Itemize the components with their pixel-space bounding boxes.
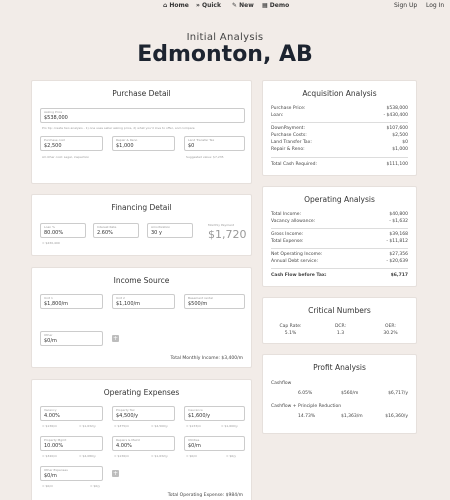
acq-row: DownPayment: $107,600	[271, 126, 408, 131]
acq-row: Purchase Price: $538,000	[271, 106, 408, 111]
financing-detail-card	[31, 194, 252, 256]
signup-link[interactable]: Sign Up	[394, 2, 418, 9]
critical-title: Critical Numbers	[308, 306, 371, 315]
nav-new[interactable]: ✎ New	[232, 2, 254, 9]
repairs-maint-input[interactable]: Repairs & Maint 4.00%	[112, 436, 175, 451]
page-title: Edmonton, AB	[137, 42, 313, 67]
utilities-input[interactable]: Utilities $0/m	[184, 436, 245, 451]
critical-numbers-card: Critical Numbers Cap Rate: 5.1% DCR: 1.3 OER: 30.2%	[262, 297, 417, 344]
loan-percent-input[interactable]: Loan % 80.00%	[40, 223, 86, 238]
profit-analysis-card: Profit Analysis Cashflow 6.05% $560/m $6,717/y Cashflow + Principle Reduction 14.73% $1,363/m $16,360/y	[262, 354, 417, 434]
property-mgmt-input[interactable]: Property Mgmt 10.00%	[40, 436, 103, 451]
income-source-card	[31, 267, 252, 368]
land-transfer-tax-input[interactable]: Land Transfer Tax $0	[184, 136, 245, 151]
acq-row: Land Transfer Tax: $0	[271, 140, 408, 145]
cfp-yearly: $16,360/y	[385, 414, 408, 419]
add-income-icon[interactable]: +	[112, 335, 119, 342]
unit1-input[interactable]: Unit 1 $1,800/m	[40, 294, 103, 309]
asking-hint: Pro tip: create two analysis - 1) one uses seller asking price, 2) what you'd love to offer, and compare	[42, 126, 195, 130]
interest-rate-input[interactable]: Interest Rate 2.60%	[93, 223, 139, 238]
purchase-cost-input[interactable]: Purchase cost $2,500	[40, 136, 103, 151]
expenses-total: Total Operating Expense: $984/m	[167, 493, 243, 498]
purchase-title: Purchase Detail	[112, 89, 171, 98]
dcr-value: 1.3	[336, 331, 345, 336]
purchase-detail-card	[31, 80, 252, 184]
oer-value: 30.2%	[383, 331, 398, 336]
cashflow-monthly: $560/m	[341, 391, 359, 396]
basement-rental-input[interactable]: Basement rental $500/m	[184, 294, 245, 309]
acq-row: Loan: - $430,400	[271, 113, 408, 118]
cashflow-before-tax-row: Cash Flow before Tax: $6,717	[271, 273, 408, 278]
insurance-input[interactable]: Insurance $1,600/y	[184, 406, 245, 421]
property-tax-input[interactable]: Property Tax $4,500/y	[112, 406, 175, 421]
cfp-pct: 14.73%	[298, 414, 316, 419]
asking-price-input[interactable]: Asking Price $538,000	[40, 108, 245, 123]
operating-title: Operating Analysis	[304, 195, 375, 204]
cfp-monthly: $1,363/m	[341, 414, 363, 419]
cashflow-pct: 6.05%	[298, 391, 313, 396]
nav-demo[interactable]: ▦ Demo	[262, 2, 290, 9]
acquisition-analysis-card	[262, 80, 417, 176]
top-nav	[0, 0, 450, 12]
monthly-payment-value: $1,720	[208, 228, 247, 241]
vacancy-input[interactable]: Vacancy 4.00%	[40, 406, 103, 421]
cashflow-yearly: $6,717/y	[388, 391, 408, 396]
ltt-hint: Suggested value: $7,235	[186, 155, 224, 159]
nav-quick[interactable]: » Quick	[196, 2, 221, 9]
add-expense-icon[interactable]: +	[112, 470, 119, 477]
other-expenses-input[interactable]: Other Expenses $0/m	[40, 466, 103, 481]
acquisition-title: Acquisition Analysis	[302, 89, 377, 98]
profit-title: Profit Analysis	[313, 363, 366, 372]
amortization-input[interactable]: Amortization 30 y	[147, 223, 193, 238]
nav-home[interactable]: ⌂ Home	[163, 2, 189, 9]
acq-total-row: Total Cash Required: $111,100	[271, 162, 408, 167]
monthly-payment-label: Monthly Payment	[208, 223, 235, 227]
other-income-input[interactable]: Other $0/m	[40, 331, 103, 346]
income-title: Income Source	[113, 276, 170, 285]
unit2-input[interactable]: Unit 2 $1,100/m	[112, 294, 175, 309]
loan-hint: = $430,400	[42, 241, 60, 245]
expenses-title: Operating Expenses	[103, 388, 180, 397]
operating-analysis-card: Operating Analysis Total Income: $40,800 Vacancy allowance: - $1,632 Gross Income: $39,168 Total Expense: - $11,812 Net Operating Income: $27,356 Annual Debt service: - $20,639 Cash Flow before Tax: $6,717	[262, 186, 417, 287]
financing-title: Financing Detail	[111, 203, 172, 212]
page-subtitle: Initial Analysis	[186, 32, 264, 43]
acq-row: Purchase Costs: $2,500	[271, 133, 408, 138]
login-link[interactable]: Log In	[426, 2, 445, 9]
cap-rate-value: 5.1%	[284, 331, 297, 336]
acq-row: Repair & Reno: $1,000	[271, 147, 408, 152]
repair-reno-input[interactable]: Repair & Reno $1,000	[112, 136, 175, 151]
operating-expenses-card: Operating Expenses Vacancy 4.00% = $136/m = $1,632/y Property Tax $4,500/y = $375/m = $4,500/y Insurance $1,600/y = $133/m = $1,600/y Property Mgmt 10.00% = $340/m = $4,080/y Repairs & Maint 4.00% = $136/m = $1,632/y Utilities $0/m = $0/m = $0/y Other Expenses $0/m = $0/m = $0/y + Total Operating Expense: $984/m	[31, 379, 252, 500]
cost-hint: All other cost: Legal, inspection	[42, 155, 90, 159]
income-total: Total Monthly Income: $3,400/m	[170, 356, 243, 361]
